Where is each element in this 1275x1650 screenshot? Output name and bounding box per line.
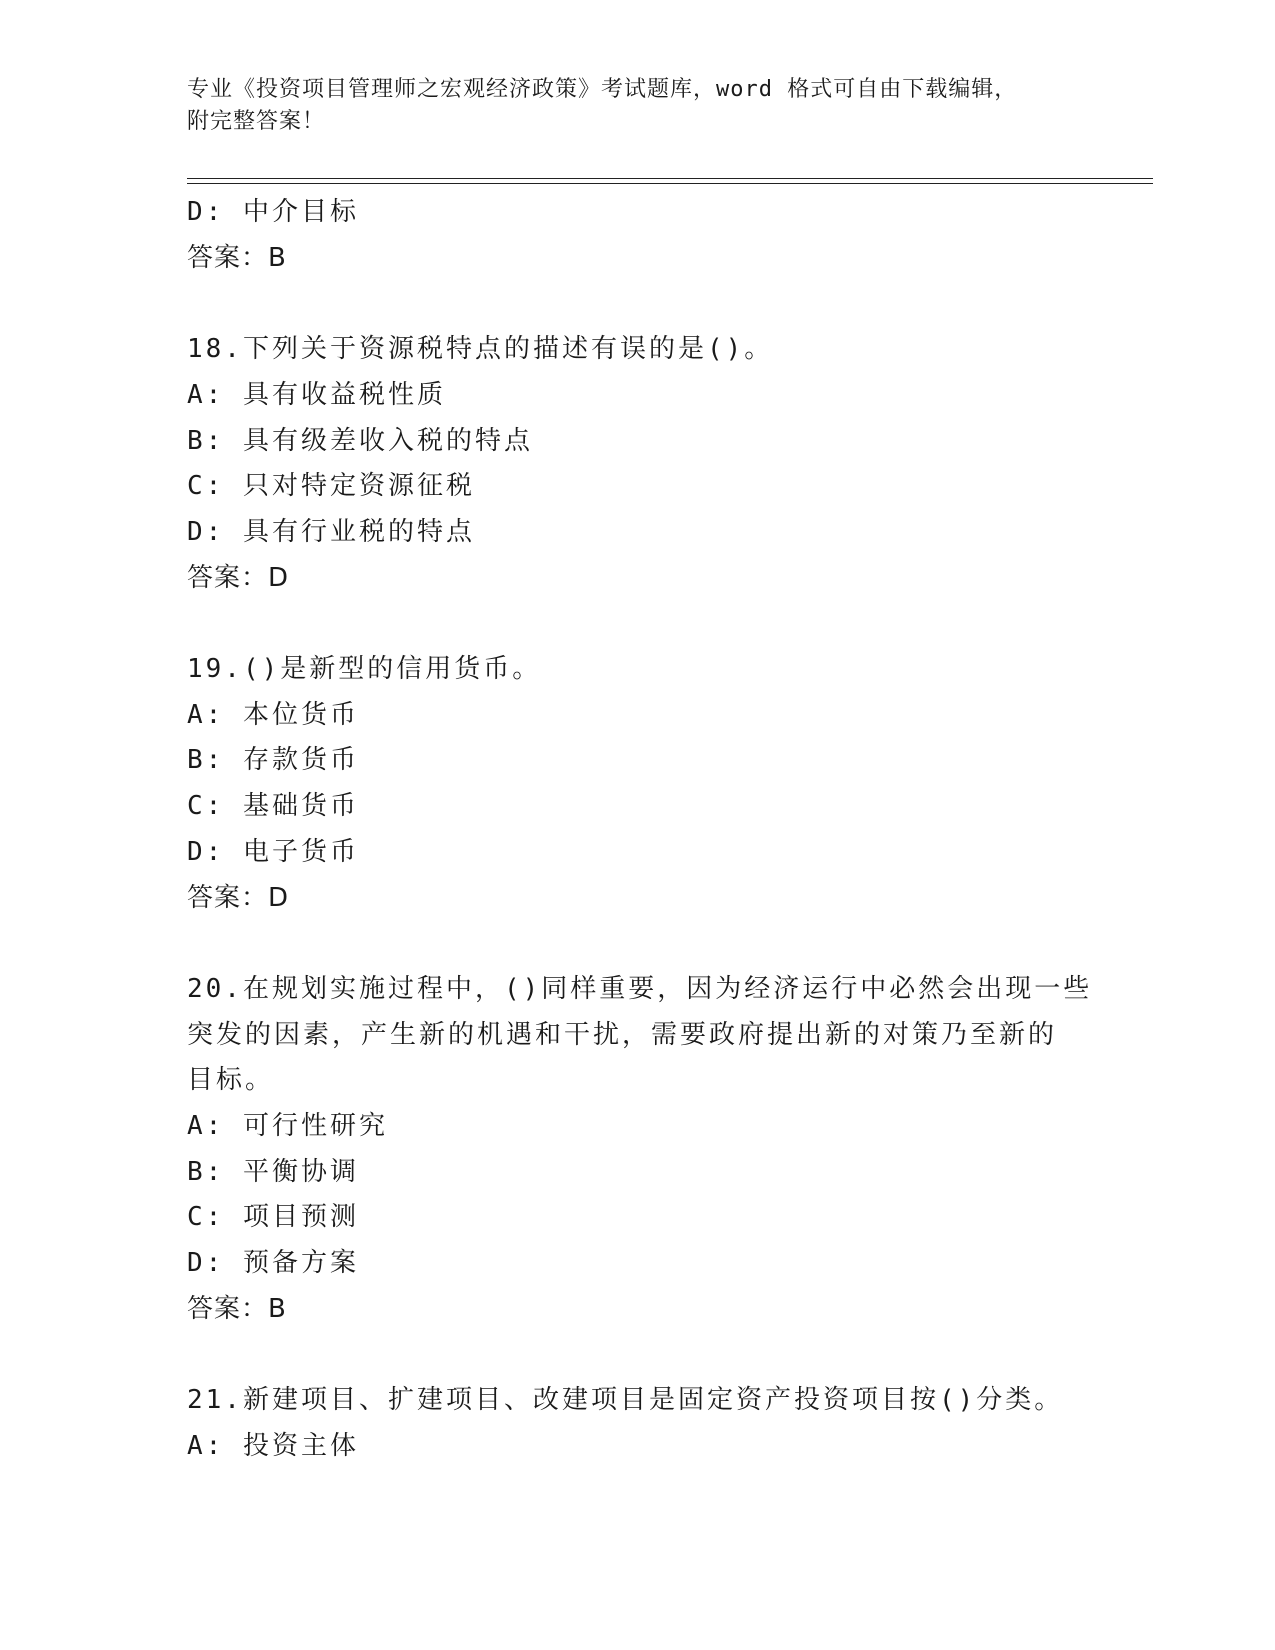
q20-option-d: D: 预备方案 bbox=[187, 1248, 359, 1279]
header-line-2: 附完整答案！ bbox=[187, 109, 326, 134]
q19-option-b: B: 存款货币 bbox=[187, 745, 359, 776]
q19-option-c: C: 基础货币 bbox=[187, 791, 359, 822]
q21-question: 21.新建项目、扩建项目、改建项目是固定资产投资项目按()分类。 bbox=[187, 1385, 1064, 1416]
q19-answer: 答案：D bbox=[187, 882, 290, 913]
question-list bbox=[187, 190, 1093, 1470]
q17-answer: 答案：B bbox=[187, 242, 287, 273]
q20-question-line-3: 目标。 bbox=[187, 1065, 275, 1096]
q20-option-a: A: 可行性研究 bbox=[187, 1111, 388, 1142]
q20-answer: 答案：B bbox=[187, 1293, 287, 1324]
spacer bbox=[187, 921, 1087, 967]
q18-option-d: D: 具有行业税的特点 bbox=[187, 516, 475, 547]
q21-option-a: A: 投资主体 bbox=[187, 1430, 359, 1461]
q18-option-b: B: 具有级差收入税的特点 bbox=[187, 425, 533, 456]
spacer bbox=[187, 1333, 1087, 1379]
header-divider-bottom bbox=[187, 183, 1153, 184]
q19-option-d: D: 电子货币 bbox=[187, 836, 359, 867]
q19-option-a: A: 本位货币 bbox=[187, 699, 359, 730]
q18-question: 18.下列关于资源税特点的描述有误的是()。 bbox=[187, 334, 774, 365]
q20-option-b: B: 平衡协调 bbox=[187, 1156, 359, 1187]
q18-option-c: C: 只对特定资源征税 bbox=[187, 471, 475, 502]
spacer bbox=[187, 601, 1087, 647]
q20-question-line-1: 20.在规划实施过程中，()同样重要，因为经济运行中必然会出现一些 bbox=[187, 973, 1093, 1004]
q19-question: 19.()是新型的信用货币。 bbox=[187, 654, 542, 684]
document-header bbox=[187, 74, 1087, 138]
q17-option-d: D: 中介目标 bbox=[187, 197, 359, 227]
q20-option-c: C: 项目预测 bbox=[187, 1202, 359, 1233]
header-line-1: 专业《投资项目管理师之宏观经济政策》考试题库，word 格式可自由下载编辑， bbox=[187, 77, 1018, 102]
q18-answer: 答案：D bbox=[187, 562, 290, 593]
q18-option-a: A: 具有收益税性质 bbox=[187, 379, 446, 410]
q20-question-line-2: 突发的因素，产生新的机遇和干扰，需要政府提出新的对策乃至新的 bbox=[187, 1019, 1058, 1050]
header-divider-top bbox=[187, 178, 1153, 179]
spacer bbox=[187, 281, 1087, 327]
